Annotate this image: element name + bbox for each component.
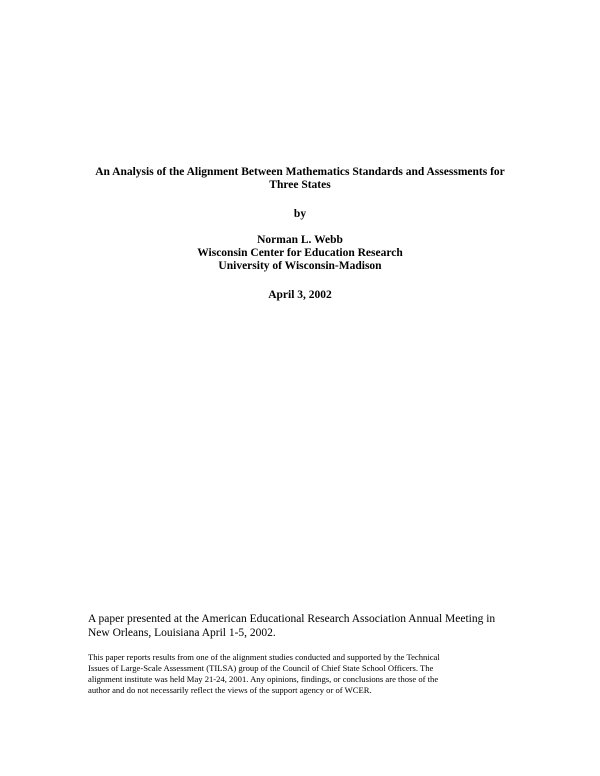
- presentation-note-line-1: A paper presented at the American Educational Research Association Annual Meeting in: [88, 613, 496, 625]
- footnote-line-3: alignment institute was held May 21-24, 2001. Any opinions, findings, or conclusions are those of the: [88, 674, 439, 684]
- paper-title-line-2: Three States: [269, 179, 331, 191]
- author-name: Norman L. Webb: [257, 234, 343, 246]
- author-affiliation-center: Wisconsin Center for Education Research: [197, 247, 403, 259]
- author-block: [0, 234, 600, 273]
- byline-by: by: [293, 208, 307, 220]
- author-affiliation-university: University of Wisconsin-Madison: [218, 260, 382, 272]
- paper-title: [60, 166, 540, 192]
- acknowledgement-footnote: [88, 652, 528, 696]
- footnote-line-4: author and do not necessarily reflect the views of the support agency or of WCER.: [88, 685, 372, 695]
- footnote-line-2: Issues of Large-Scale Assessment (TILSA) group of the Council of Chief State School Officers. The: [88, 663, 434, 673]
- paper-date: April 3, 2002: [268, 289, 332, 301]
- paper-title-line-1: An Analysis of the Alignment Between Mathematics Standards and Assessments for: [95, 166, 505, 178]
- presentation-note-line-2: New Orleans, Louisiana April 1-5, 2002.: [88, 627, 276, 639]
- footnote-line-1: This paper reports results from one of the alignment studies conducted and supported by the Technical: [88, 652, 440, 662]
- presentation-note: [88, 612, 528, 640]
